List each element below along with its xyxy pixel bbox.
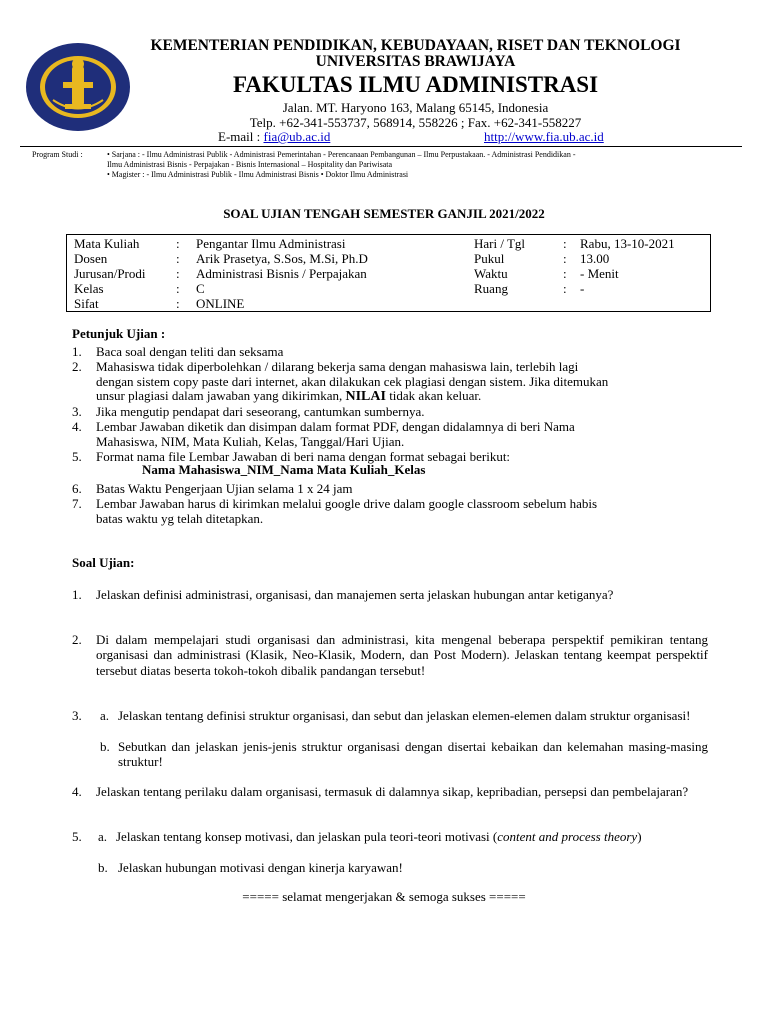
info-value: Arik Prasetya, S.Sos, M.Si, Ph.D [196, 251, 368, 266]
program-studi-line: • Sarjana : - Ilmu Administrasi Publik - Administrasi Pemerintahan - Perencanaan Pembangunan – Ilmu Perpustakaan. - Administrasi Pendidikan - [107, 150, 576, 159]
info-key: Mata Kuliah [74, 236, 140, 251]
subquestion-text: Sebutkan dan jelaskan jenis-jenis struktur organisasi dengan disertai kebaikan dan kelemahan masing-masing struktur! [118, 739, 708, 770]
question-text: Di dalam mempelajari studi organisasi dan administrasi, kita mengenal beberapa perspektif pemikiran tentang organisasi dan administrasi (Klasik, Neo-Klasik, Modern, dan Post Modern). Jelaskan tentang keempat perspektif tersebut diatas beserta tokoh-tokoh dibalik pandangan tersebut! [96, 632, 708, 678]
instructions-heading: Petunjuk Ujian : [72, 326, 166, 341]
list-item-text: tidak akan keluar. [385, 388, 482, 403]
list-item: Mahasiswa tidak diperbolehkan / dilarang bekerja sama dengan mahasiswa lain, terlebih lagi [96, 359, 579, 374]
filename-format: Nama Mahasiswa_NIM_Nama Mata Kuliah_Kelas [142, 462, 426, 477]
info-sep: : [563, 251, 567, 266]
university-logo [23, 42, 133, 132]
subquestion-label: b. [98, 860, 108, 875]
website-link[interactable]: http://www.fia.ub.ac.id [484, 129, 604, 144]
list-item: Jika mengutip pendapat dari seseorang, cantumkan sumbernya. [96, 404, 425, 419]
list-item-text: unsur plagiasi dalam jawaban yang dikirimkan, [96, 388, 346, 403]
list-number: 6. [72, 481, 82, 496]
list-number: 7. [72, 496, 82, 511]
nilai-emphasis: NILAI [345, 389, 386, 404]
info-key: Kelas [74, 281, 104, 296]
list-number: 1. [72, 344, 82, 359]
list-item: batas waktu yg telah ditetapkan. [96, 511, 264, 526]
list-item: Mahasiswa, NIM, Mata Kuliah, Kelas, Tanggal/Hari Ujian. [96, 434, 405, 449]
ministry-name: KEMENTERIAN PENDIDIKAN, KEBUDAYAAN, RISET DAN TEKNOLOGI [150, 37, 681, 54]
subquestion-label: b. [100, 739, 110, 754]
closing-message: ===== selamat mengerjakan & semoga sukses ===== [242, 889, 526, 904]
subquestion-label: a. [98, 829, 108, 844]
faculty-name: FAKULTAS ILMU ADMINISTRASI [232, 72, 599, 97]
list-number: 3. [72, 404, 82, 419]
info-key: Waktu [474, 266, 508, 281]
info-key: Hari / Tgl [474, 236, 526, 251]
list-number: 5. [72, 449, 82, 464]
info-key: Pukul [474, 251, 505, 266]
list-item: Baca soal dengan teliti dan seksama [96, 344, 284, 359]
info-key: Sifat [74, 296, 99, 311]
info-value: ONLINE [196, 296, 245, 311]
question-text: Jelaskan definisi administrasi, organisasi, dan manajemen serta jelaskan hubungan antar ketiganya? [96, 587, 614, 602]
question-number: 4. [72, 784, 82, 799]
info-sep: : [176, 266, 180, 281]
subquestion-text-part: Jelaskan tentang konsep motivasi, dan jelaskan pula teori-teori motivasi ( [116, 829, 498, 844]
exam-title: SOAL UJIAN TENGAH SEMESTER GANJIL 2021/2022 [223, 206, 545, 221]
info-key: Dosen [74, 251, 108, 266]
list-item: Batas Waktu Pengerjaan Ujian selama 1 x 24 jam [96, 481, 353, 496]
list-item: Lembar Jawaban harus di kirimkan melalui google drive dalam google classroom sebelum habis [96, 496, 598, 511]
info-sep: : [563, 236, 567, 251]
subquestion-text: Jelaskan tentang definisi struktur organisasi, dan sebut dan jelaskan elemen-elemen dalam struktur organisasi! [118, 708, 691, 723]
info-sep: : [176, 296, 180, 311]
question-text: Jelaskan tentang perilaku dalam organisasi, termasuk di dalamnya sikap, kepribadian, persepsi dan pembelajaran? [96, 784, 689, 799]
list-number: 2. [72, 359, 82, 374]
info-value: Administrasi Bisnis / Perpajakan [196, 266, 367, 281]
info-sep: : [176, 236, 180, 251]
email-line [218, 130, 330, 144]
subquestion-italic: content and process theory [497, 829, 638, 844]
header-divider [20, 146, 742, 147]
info-value: - [580, 281, 585, 296]
info-key: Jurusan/Prodi [74, 266, 146, 281]
list-item-line [96, 388, 481, 404]
question-number: 1. [72, 587, 82, 602]
info-key: Ruang [474, 281, 508, 296]
list-number: 4. [72, 419, 82, 434]
info-sep: : [176, 281, 180, 296]
university-name: UNIVERSITAS BRAWIJAYA [315, 53, 516, 70]
info-sep: : [176, 251, 180, 266]
info-sep: : [563, 281, 567, 296]
subquestion-label: a. [100, 708, 110, 723]
info-value: Rabu, 13-10-2021 [580, 236, 675, 251]
address: Jalan. MT. Haryono 163, Malang 65145, Indonesia [282, 100, 549, 115]
subquestion-text [116, 829, 708, 844]
info-sep: : [563, 266, 567, 281]
list-item: Format nama file Lembar Jawaban di beri nama dengan format sebagai berikut: [96, 449, 511, 464]
list-item: Lembar Jawaban diketik dan disimpan dalam format PDF, dengan didalamnya di beri Nama [96, 419, 575, 434]
question-number: 2. [72, 632, 82, 647]
info-value: - Menit [580, 266, 619, 281]
question-number: 5. [72, 829, 82, 844]
email-label: E-mail : [218, 129, 264, 144]
subquestion-text: Jelaskan hubungan motivasi dengan kinerja karyawan! [118, 860, 403, 875]
question-number: 3. [72, 708, 82, 723]
info-value: Pengantar Ilmu Administrasi [196, 236, 346, 251]
subquestion-text-part: ) [637, 829, 642, 844]
phone-fax: Telp. +62-341-553737, 568914, 558226 ; Fax. +62-341-558227 [249, 115, 582, 130]
email-link[interactable]: fia@ub.ac.id [263, 129, 331, 144]
program-studi-label: Program Studi : [32, 150, 83, 159]
questions-heading: Soal Ujian: [72, 555, 135, 570]
info-value: 13.00 [580, 251, 610, 266]
program-studi-line: Ilmu Administrasi Bisnis - Perpajakan - Bisnis Internasional – Hospitality dan Pariwisata [107, 160, 393, 169]
info-value: C [196, 281, 205, 296]
program-studi-line: • Magister : - Ilmu Administrasi Publik - Ilmu Administrasi Bisnis • Doktor Ilmu Administrasi [107, 170, 409, 179]
list-item: dengan sistem copy paste dari internet, akan dilakukan cek plagiasi dengan sistem. Jika ditemukan [96, 374, 609, 389]
